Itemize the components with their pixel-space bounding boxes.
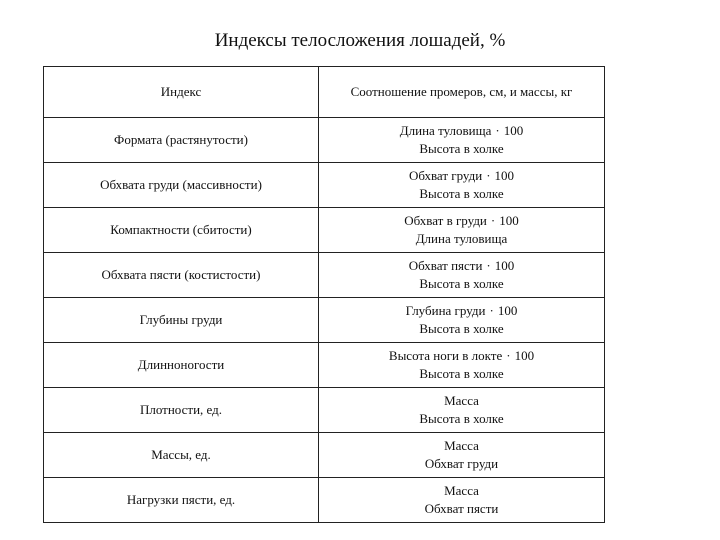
multiply-dot: · (489, 303, 494, 318)
ratio-fraction (400, 122, 523, 158)
multiply-dot: · (495, 123, 500, 138)
table-row (44, 208, 605, 253)
ratio-factor: 100 (503, 123, 524, 138)
ratio-numerator: Обхват груди · 100 (408, 168, 515, 183)
ratio-factor: 100 (497, 303, 518, 318)
ratio-numerator: Высота ноги в локте · 100 (388, 348, 535, 363)
ratio-cell (319, 433, 605, 478)
ratio-cell (319, 253, 605, 298)
ratio-cell (319, 163, 605, 208)
ratio-denominator: Высота в холке (419, 411, 504, 426)
ratio-factor: 100 (499, 213, 519, 228)
ratio-denominator: Высота в холке (419, 321, 504, 336)
ratio-fraction (425, 482, 499, 518)
index-name-cell: Нагрузки пясти, ед. (44, 478, 319, 523)
ratio-denominator: Высота в холке (419, 141, 504, 156)
header-index: Индекс (44, 67, 319, 118)
index-name-cell: Массы, ед. (44, 433, 319, 478)
table-row (44, 118, 605, 163)
ratio-numerator: Масса (444, 483, 479, 498)
page-title: Индексы телосложения лошадей, % (214, 30, 506, 51)
ratio-numerator: Обхват пясти · 100 (408, 258, 515, 273)
ratio-fraction (419, 392, 503, 428)
ratio-denominator: Длина туловища (415, 231, 508, 246)
ratio-fraction (425, 437, 498, 473)
ratio-fraction (406, 302, 518, 338)
table-row (44, 388, 605, 433)
ratio-cell (319, 208, 605, 253)
table-row (44, 298, 605, 343)
ratio-denominator: Высота в холке (419, 186, 504, 201)
index-name-cell: Обхвата пясти (костистости) (44, 253, 319, 298)
ratio-cell (319, 388, 605, 433)
ratio-fraction (409, 167, 514, 203)
index-table (43, 66, 605, 523)
ratio-denominator: Обхват груди (424, 456, 499, 471)
table-header-row (44, 67, 605, 118)
ratio-cell (319, 118, 605, 163)
index-name-cell: Плотности, ед. (44, 388, 319, 433)
index-name-cell: Длинноногости (44, 343, 319, 388)
multiply-dot: · (490, 213, 496, 228)
index-name-cell: Обхвата груди (массивности) (44, 163, 319, 208)
ratio-numerator: Глубина груди · 100 (405, 303, 518, 318)
ratio-denominator: Высота в холке (419, 276, 504, 291)
ratio-factor: 100 (494, 258, 515, 273)
table-row (44, 478, 605, 523)
index-name-cell: Глубины груди (44, 298, 319, 343)
multiply-dot: · (486, 168, 491, 183)
ratio-denominator: Обхват пясти (424, 501, 499, 516)
ratio-factor: 100 (514, 348, 535, 363)
ratio-denominator: Высота в холке (419, 366, 504, 381)
ratio-factor: 100 (494, 168, 515, 183)
table-row (44, 253, 605, 298)
index-name-cell: Формата (растянутости) (44, 118, 319, 163)
index-name-cell: Компактности (сбитости) (44, 208, 319, 253)
ratio-numerator: Обхват в груди · 100 (404, 213, 519, 228)
ratio-numerator: Длина туловища · 100 (399, 123, 524, 138)
ratio-numerator: Масса (444, 393, 479, 408)
ratio-fraction (404, 212, 518, 248)
table-row (44, 163, 605, 208)
ratio-numerator: Масса (444, 438, 479, 453)
multiply-dot: · (506, 348, 511, 363)
table-row (44, 433, 605, 478)
multiply-dot: · (486, 258, 491, 273)
ratio-fraction (409, 257, 515, 293)
table-body (44, 118, 605, 523)
header-ratio: Соотношение промеров, см, и массы, кг (319, 67, 605, 118)
ratio-fraction (389, 347, 534, 383)
ratio-cell (319, 478, 605, 523)
ratio-cell (319, 298, 605, 343)
ratio-cell (319, 343, 605, 388)
table-row (44, 343, 605, 388)
